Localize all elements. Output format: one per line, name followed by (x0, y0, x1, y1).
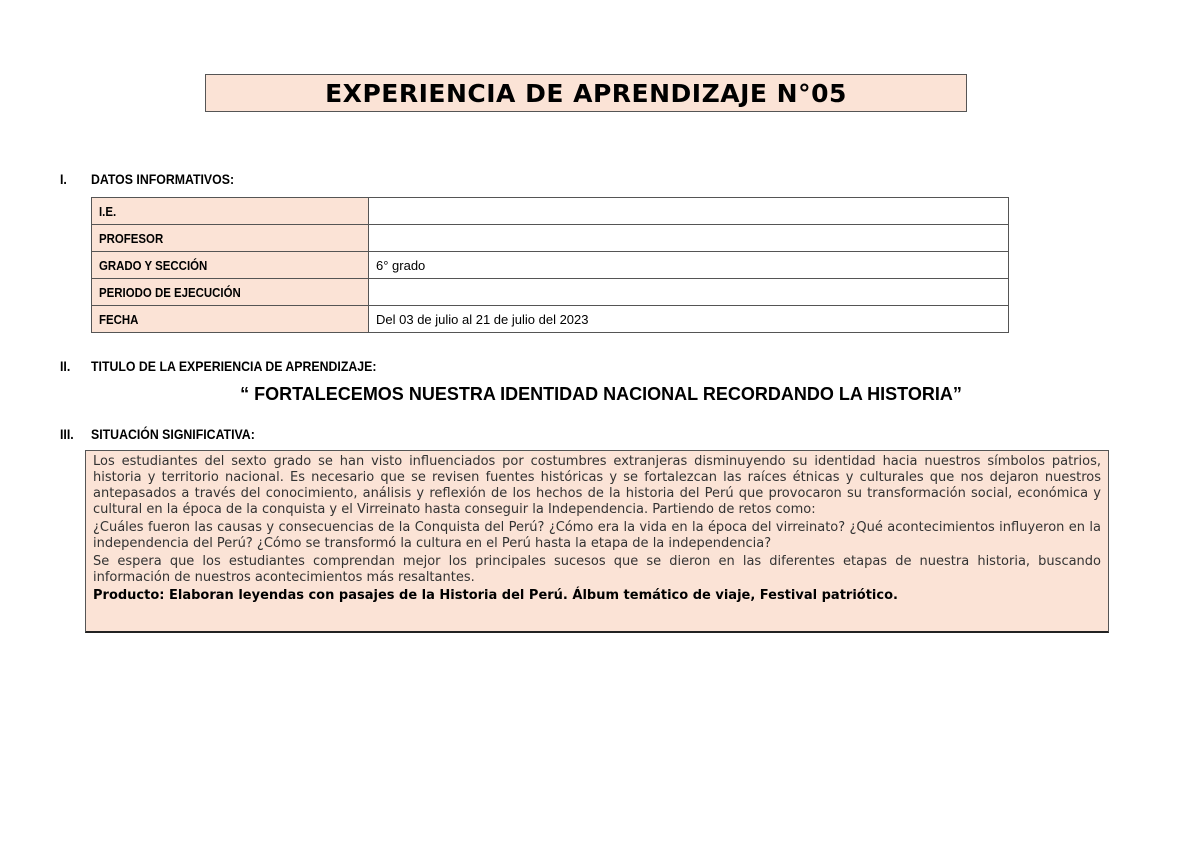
section-number-situacion: III. (60, 426, 74, 442)
table-row (92, 306, 1009, 333)
situacion-significativa-box (85, 450, 1109, 633)
section-heading-situacion: SITUACIÓN SIGNIFICATIVA: (91, 426, 255, 442)
table-row (92, 279, 1009, 306)
info-label-fecha: FECHA (92, 306, 369, 333)
table-row (92, 198, 1009, 225)
section-heading-datos: DATOS INFORMATIVOS: (91, 171, 235, 187)
section-heading-titulo: TITULO DE LA EXPERIENCIA DE APRENDIZAJE: (91, 358, 377, 374)
info-value-periodo (369, 279, 1009, 306)
info-label-grado: GRADO Y SECCIÓN (92, 252, 369, 279)
info-label-profesor: PROFESOR (92, 225, 369, 252)
info-value-grado: 6° grado (369, 252, 1009, 279)
situacion-questions: ¿Cuáles fueron las causas y consecuencias de la Conquista del Perú? ¿Cómo era la vida en la época del virreinato? ¿Qué acontecimientos influyeron en la independencia del Perú? ¿Cómo se transformó la cultura en el Perú hasta la etapa de la independencia? (93, 520, 1101, 551)
info-value-fecha: Del 03 de julio al 21 de julio del 2023 (369, 306, 1009, 333)
section-number-datos: I. (60, 171, 67, 187)
situacion-paragraph: Los estudiantes del sexto grado se han visto influenciados por costumbres extranjeras disminuyendo su identidad hacia nuestros símbolos patrios, historia y territorio nacional. Es necesario que se revisen fuentes históricas y se fortalezcan las raíces étnicas y culturales que nos dejaron nuestros antepasados a través del conocimiento, análisis y reflexión de los hechos de la historia del Perú que provocaron su transformación social, económica y cultural en la época de la conquista y el Virreinato hasta conseguir la Independencia. Partiendo de retos como: (93, 454, 1101, 517)
document-title-text: EXPERIENCIA DE APRENDIZAJE N°05 (325, 78, 847, 108)
info-table (91, 197, 1009, 333)
info-label-periodo: PERIODO DE EJECUCIÓN (92, 279, 369, 306)
table-row (92, 225, 1009, 252)
info-value-ie (369, 198, 1009, 225)
experience-title: “ FORTALECEMOS NUESTRA IDENTIDAD NACIONAL RECORDANDO LA HISTORIA” (240, 384, 962, 404)
table-row (92, 252, 1009, 279)
document-title (205, 74, 967, 112)
info-value-profesor (369, 225, 1009, 252)
section-number-titulo: II. (60, 358, 71, 374)
situacion-expectation: Se espera que los estudiantes comprendan mejor los principales sucesos que se dieron en las diferentes etapas de nuestra historia, buscando información de nuestros acontecimientos más resaltantes. (93, 554, 1101, 585)
situacion-producto: Producto: Elaboran leyendas con pasajes de la Historia del Perú. Álbum temático de viaje, Festival patriótico. (93, 588, 898, 603)
info-label-ie: I.E. (92, 198, 369, 225)
